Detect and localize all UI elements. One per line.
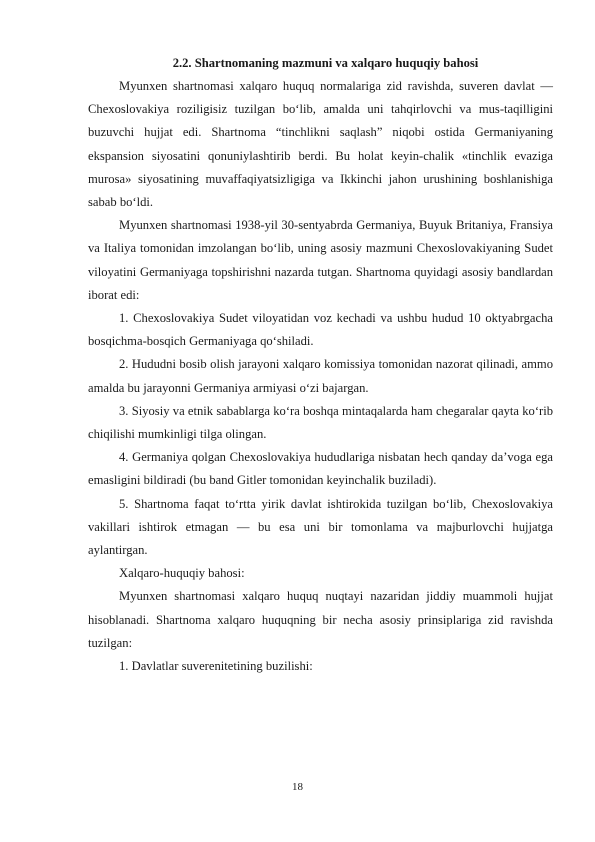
list-item-3: 3. Siyosiy va etnik sabablarga ko‘ra boshqa mintaqalarda ham chegaralar qayta ko‘rib chiqilishi mumkinligi tilga olingan.	[88, 403, 553, 442]
list-item-4: 4. Germaniya qolgan Chexoslovakiya hududlariga nisbatan hech qanday da’voga ega emasligini bildiradi (bu band Gitler tomonidan keyinchalik buziladi).	[88, 450, 553, 488]
paragraph-agreement-summary: Myunxen shartnomasi 1938-yil 30-sentyabrda Germaniya, Buyuk Britaniya, Fransiya va Italiya tomonidan imzolangan bo‘lib, uning asosiy mazmuni Chexoslovakiyaning Sudet viloyatini Germaniyaga topshirishni nazarda tutgan. Shartnoma quyidagi asosiy bandlardan iborat edi:	[88, 218, 553, 302]
page-number: 18	[292, 781, 303, 793]
list-item-sovereignty: 1. Davlatlar suverenitetining buzilishi:	[119, 659, 313, 674]
section-heading: 2.2. Shartnomaning mazmuni va xalqaro huquqiy bahosi	[172, 56, 479, 70]
list-item-5: 5. Shartnoma faqat to‘rtta yirik davlat ishtirokida tuzilgan bo‘lib, Chexoslovakiya vakillari ishtirok etmagan — bu esa uni bir tomonlama va majburlovchi hujjatga aylantirgan.	[88, 496, 553, 558]
paragraph-legal-assessment: Myunxen shartnomasi xalqaro huquq nuqtayi nazaridan jiddiy muammoli hujjat hisoblanadi. Shartnoma xalqaro huquqning bir necha asosiy prinsiplariga zid ravishda tuzilgan:	[88, 589, 553, 650]
list-item-2: 2. Hududni bosib olish jarayoni xalqaro komissiya tomonidan nazorat qilinadi, ammo amalda bu jarayonni Germaniya armiyasi o‘zi bajargan.	[88, 357, 553, 395]
document-page	[88, 55, 553, 678]
subheading-legal-assessment: Xalqaro-huquqiy bahosi:	[119, 566, 245, 581]
list-item-1: 1. Chexoslovakiya Sudet viloyatidan voz kechadi va ushbu hudud 10 oktyabrgacha bosqichma-bosqich Germaniyaga qo‘shiladi.	[88, 311, 553, 349]
paragraph-intro: Myunxen shartnomasi xalqaro huquq normalariga zid ravishda, suveren davlat — Chexoslovakiya roziligisiz tuzilgan bo‘lib, amalda uni tahqirlovchi va mus-taqilligini buzuvchi hujjat edi. Shartnoma “tinchlikni saqlash” niqobi ostida Germaniyaning ekspansion siyosatini qonuniylashtirib berdi. Bu holat keyin-chalik «tinchlik evaziga murosa» siyosatining muvaffaqiyatsizligiga va Ikkinchi jahon urushining boshlanishiga sabab bo‘ldi.	[88, 79, 553, 210]
